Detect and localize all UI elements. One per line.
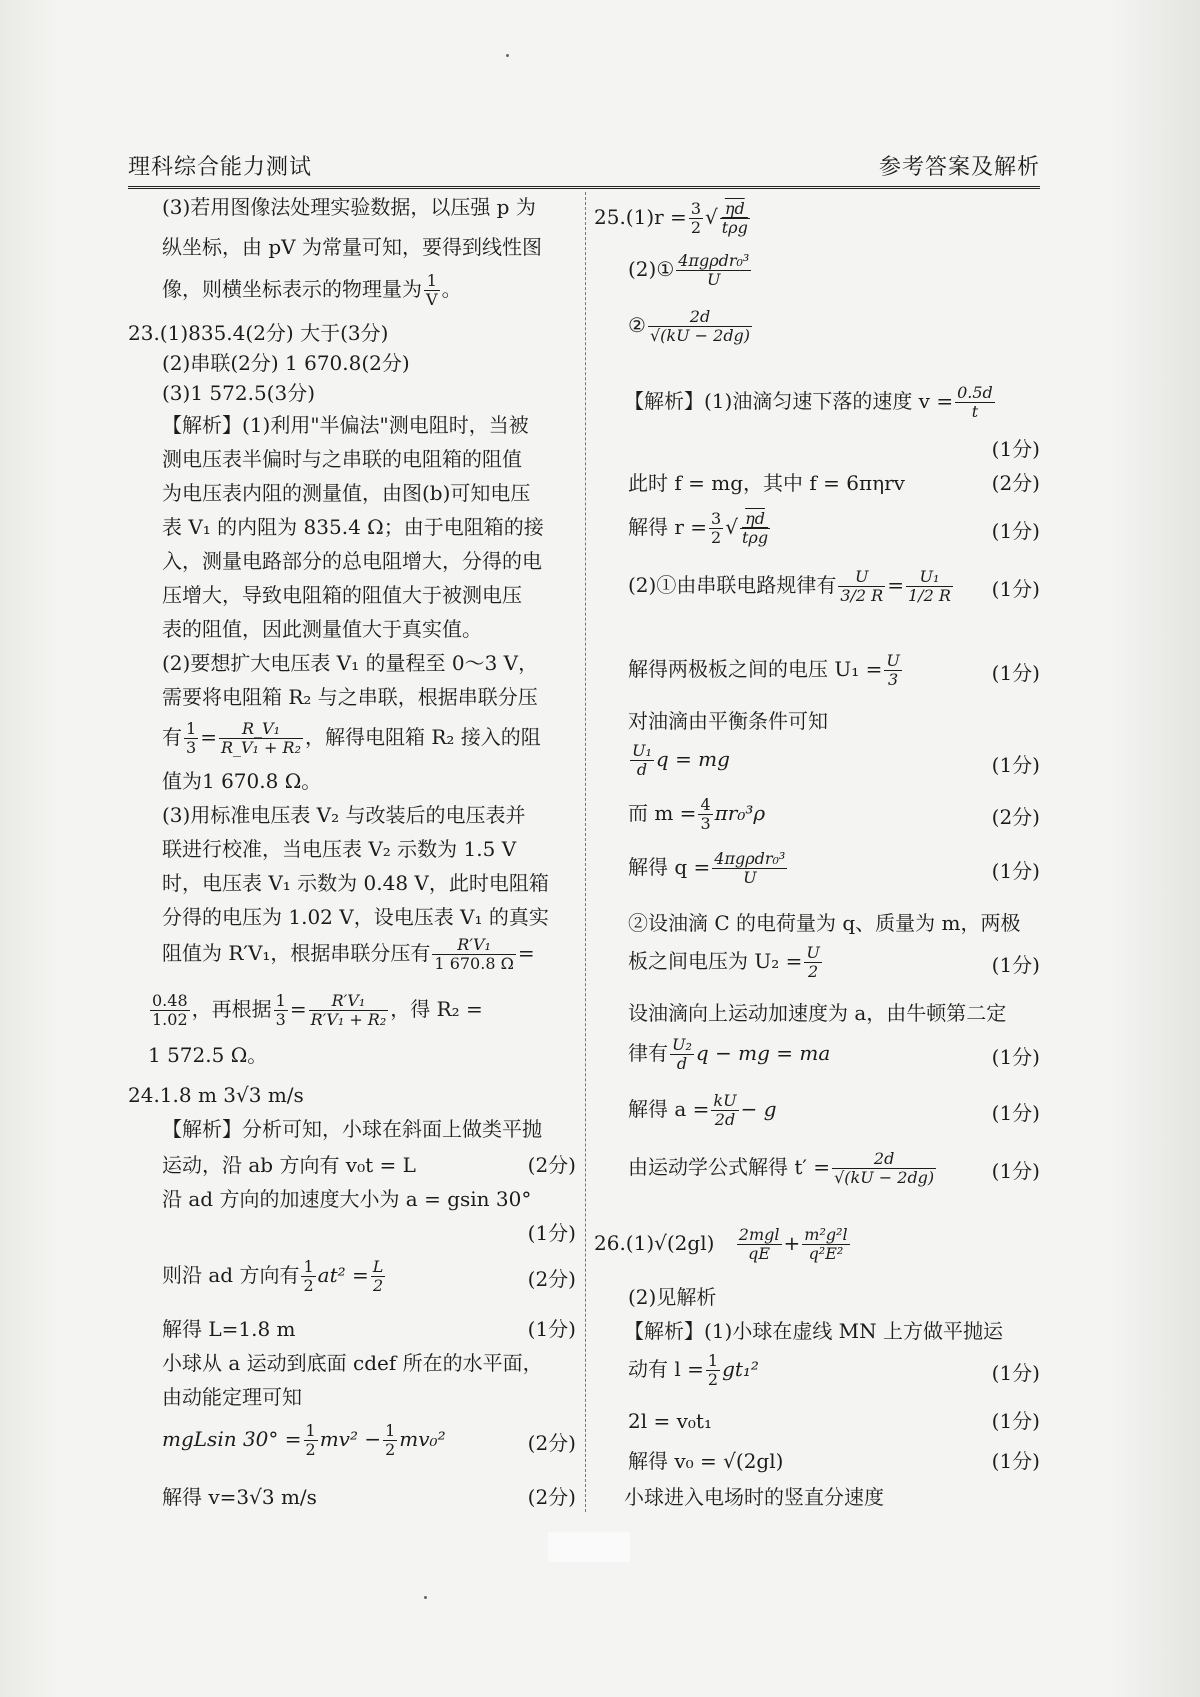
text-span: ② <box>628 313 646 337</box>
frac-den: √(kU − 2dg) <box>649 326 751 345</box>
text-span: (2)① <box>628 257 675 281</box>
score: (1分) <box>991 519 1040 543</box>
fraction <box>304 1422 318 1459</box>
analysis-line: 解得 L=1.8 m <box>162 1317 296 1341</box>
frac-den: 3 <box>186 738 197 757</box>
fraction <box>219 720 303 757</box>
answer-23-3: (3)1 572.5(3分) <box>162 381 315 405</box>
frac-den: 1 670.8 Ω <box>434 954 514 973</box>
frac-num: U₂ <box>672 1035 692 1054</box>
fraction <box>371 1258 386 1295</box>
text-span: 26.(1)√(2gl) <box>594 1231 715 1255</box>
analysis-line: 表的阻值，因此测量值大于真实值。 <box>162 617 482 641</box>
analysis-line: 【解析】分析可知，小球在斜面上做类平抛 <box>162 1117 542 1141</box>
text-span: q − mg = ma <box>695 1041 831 1065</box>
score: (1分) <box>991 1159 1040 1183</box>
frac-den: tρg <box>721 218 748 237</box>
fraction <box>802 1226 849 1263</box>
frac-num: U₁ <box>906 568 953 587</box>
frac-num: 3 <box>690 199 701 218</box>
answer-25-3 <box>628 308 754 345</box>
frac-num: 2d <box>832 1150 936 1169</box>
frac-num: R′V₁ <box>432 936 515 955</box>
fraction <box>698 796 712 833</box>
frac-num: U <box>806 943 820 962</box>
analysis-line <box>628 1036 830 1073</box>
frac-num: L <box>372 1257 384 1276</box>
frac-den: q²E² <box>808 1244 844 1263</box>
column-divider <box>585 192 586 1512</box>
frac-den: tρg <box>741 528 769 547</box>
text-span: 板之间电压为 U₂ = <box>628 949 803 973</box>
frac-den: 2 <box>303 1276 314 1295</box>
analysis-line <box>628 1092 777 1129</box>
analysis-line: 设油滴向上运动加速度为 a，由牛顿第二定 <box>628 1001 1007 1025</box>
analysis-line: 为电压表内阻的测量值，由图(b)可知电压 <box>162 481 531 505</box>
frac-den: d <box>676 1054 688 1073</box>
analysis-line: (2)要想扩大电压表 V₁ 的量程至 0～3 V， <box>162 651 539 675</box>
score: (1分) <box>991 577 1040 601</box>
analysis-line: ②设油滴 C 的电荷量为 q、质量为 m，两极 <box>628 911 1021 935</box>
frac-den: 1.02 <box>152 1010 188 1029</box>
analysis-line <box>628 742 730 779</box>
analysis-line: 解得 v=3√3 m/s <box>162 1485 317 1509</box>
frac-num: R_V₁ <box>219 720 303 739</box>
fraction <box>432 936 515 973</box>
text-span: 【解析】(1)油滴匀速下落的速度 v = <box>624 389 954 413</box>
analysis-line: 此时 f = mg，其中 f = 6πηrv <box>628 471 905 495</box>
fraction <box>274 992 288 1029</box>
fraction <box>301 1258 315 1295</box>
text-span: 25.(1)r = <box>594 205 687 229</box>
analysis-line: 解得 v₀ = √(2gl) <box>628 1449 784 1473</box>
analysis-line: 运动，沿 ab 方向有 v₀t = L <box>162 1153 416 1177</box>
fraction <box>630 742 654 779</box>
fraction <box>184 720 198 757</box>
text-span: = <box>200 725 217 749</box>
frac-den: 2d <box>714 1110 736 1129</box>
score: (1分) <box>991 661 1040 685</box>
frac-den: 3/2 R <box>840 586 884 605</box>
analysis-line <box>162 1422 446 1459</box>
analysis-line: 【解析】(1)利用"半偏法"测电阻时，当被 <box>162 413 529 437</box>
frac-den: U <box>743 868 757 887</box>
fraction <box>884 652 901 689</box>
text-line: (3)若用图像法处理实验数据，以压强 p 为 <box>162 195 536 219</box>
frac-num: 1 <box>275 991 286 1010</box>
frac-num: U₁ <box>632 741 652 760</box>
frac-num: U <box>838 568 885 587</box>
frac-den: R_V₁ + R₂ <box>220 738 302 757</box>
score: (1分) <box>527 1317 576 1341</box>
frac-num: m²g²l <box>804 1225 848 1244</box>
analysis-line: 对油滴由平衡条件可知 <box>628 709 828 733</box>
radical-fraction <box>720 200 750 237</box>
text-span: 。 <box>441 277 462 301</box>
text-span: 律有 <box>628 1041 668 1065</box>
frac-den: qE <box>748 1244 771 1263</box>
frac-num: 1 <box>186 719 197 738</box>
analysis-line: 值为1 670.8 Ω。 <box>162 769 322 793</box>
frac-num: 4πgρdr₀³ <box>678 251 750 270</box>
text-span: = <box>289 997 307 1021</box>
score: (1分) <box>991 437 1040 461</box>
frac-num: 4πgρdr₀³ <box>714 849 786 868</box>
analysis-line <box>628 944 824 981</box>
text-span: 阻值为 R′V₁，根据串联分压有 <box>162 941 431 965</box>
frac-num: ηd <box>740 510 770 529</box>
text-span: 有 <box>162 725 182 749</box>
frac-num: 3 <box>711 509 722 528</box>
analysis-line <box>628 850 789 887</box>
frac-den: √(kU − 2dg) <box>834 1168 935 1187</box>
frac-den: 2 <box>707 1370 719 1389</box>
answer-23-2: (2)串联(2分) 1 670.8(2分) <box>162 351 410 375</box>
answer-26-1 <box>594 1226 852 1263</box>
analysis-line: 1 572.5 Ω。 <box>148 1043 268 1067</box>
frac-num: 4 <box>700 795 711 814</box>
frac-den: 3 <box>888 670 899 689</box>
fraction <box>709 510 723 547</box>
fraction <box>706 1352 720 1389</box>
frac-num: 0.48 <box>152 991 188 1010</box>
frac-den: 3 <box>275 1010 286 1029</box>
frac-num: 1 <box>707 1351 719 1370</box>
frac-num: 1 <box>424 272 440 291</box>
score: (2分) <box>991 471 1040 495</box>
analysis-line: 联进行校准，当电压表 V₂ 示数为 1.5 V <box>162 837 517 861</box>
frac-den: 2 <box>711 528 722 547</box>
score: (1分) <box>991 953 1040 977</box>
fraction <box>712 850 787 887</box>
text-span: 解得 q = <box>628 855 711 879</box>
analysis-line: 小球从 a 运动到底面 cdef 所在的水平面， <box>162 1351 543 1375</box>
score: (1分) <box>991 1361 1040 1385</box>
analysis-line: 入，测量电路部分的总电阻增大，分得的电 <box>162 549 542 573</box>
text-span: 由运动学公式解得 t′ = <box>628 1155 831 1179</box>
frac-den: 2 <box>305 1440 316 1459</box>
fraction <box>676 252 751 289</box>
text-span: mv² − <box>319 1427 382 1451</box>
scan-smudge <box>548 1532 630 1562</box>
score: (1分) <box>991 1409 1040 1433</box>
frac-den: d <box>636 760 648 779</box>
frac-num: kU <box>713 1091 737 1110</box>
fraction <box>670 1036 694 1073</box>
fraction <box>309 992 389 1029</box>
score: (1分) <box>991 1045 1040 1069</box>
score: (2分) <box>527 1267 576 1291</box>
analysis-line: 压增大，导致电阻箱的阻值大于被测电压 <box>162 583 522 607</box>
analysis-line <box>162 936 535 973</box>
page-header <box>128 146 1040 189</box>
frac-den: R′V₁ + R₂ <box>310 1010 387 1029</box>
analysis-line: 解得 r = $\frac{3}{2}$ √ $\frac{\eta d}{\text{tρg}}$ <box>628 509 769 547</box>
analysis-line <box>162 720 541 757</box>
analysis-line: 时，电压表 V₁ 示数为 0.48 V，此时电阻箱 <box>162 871 549 895</box>
text-span: = <box>887 573 904 597</box>
fraction <box>832 1150 936 1187</box>
header-section: 参考答案及解析 <box>878 155 1040 180</box>
analysis-line: 测电压表半偏时与之串联的电阻箱的阻值 <box>162 447 522 471</box>
scan-dot <box>424 1596 427 1599</box>
text-span: ，再根据 <box>191 997 272 1021</box>
text-span: ，解得电阻箱 R₂ 接入的阻 <box>305 725 541 749</box>
answer-23-1: 23.(1)835.4(2分) 大于(3分) <box>128 321 389 345</box>
fraction <box>804 944 821 981</box>
analysis-line: (3)用标准电压表 V₂ 与改装后的电压表并 <box>162 803 526 827</box>
text-span: = <box>517 941 535 965</box>
fraction <box>906 568 953 605</box>
fraction <box>689 200 703 237</box>
text-span: (2)①由串联电路规律有 <box>628 573 837 597</box>
answer-25-2 <box>628 252 753 289</box>
analysis-line <box>628 796 765 833</box>
frac-num: ηd <box>720 200 750 219</box>
fraction <box>838 568 885 605</box>
score: (2分) <box>991 805 1040 829</box>
frac-num: R′V₁ <box>309 992 389 1011</box>
analysis-line: 2l = v₀t₁ <box>628 1409 712 1433</box>
score: (2分) <box>527 1431 576 1455</box>
frac-num: 1 <box>305 1421 316 1440</box>
score: (1分) <box>991 859 1040 883</box>
text-span: 像，则横坐标表示的物理量为 <box>162 277 422 301</box>
frac-den: 2 <box>690 218 701 237</box>
text-span: πr₀³ρ <box>714 801 766 825</box>
analysis-line <box>628 1352 759 1389</box>
frac-den: t <box>971 402 979 421</box>
text-span: − g <box>740 1097 777 1121</box>
frac-num: U <box>886 651 900 670</box>
frac-den: 2 <box>808 962 819 981</box>
frac-den: V <box>426 290 438 309</box>
fraction <box>648 308 752 345</box>
text-span: ，得 R₂ = <box>390 997 483 1021</box>
analysis-line <box>628 652 904 689</box>
analysis-line <box>162 1258 387 1295</box>
radical-fraction <box>740 510 770 547</box>
analysis-line <box>628 568 955 605</box>
score: (1分) <box>991 1101 1040 1125</box>
frac-den: U <box>707 270 721 289</box>
fraction <box>383 1422 397 1459</box>
frac-num: 0.5d <box>957 383 993 402</box>
frac-num: 2d <box>648 308 752 327</box>
analysis-line: 小球进入电场时的竖直分速度 <box>624 1485 884 1509</box>
text-span: 解得两极板之间的电压 U₁ = <box>628 657 883 681</box>
fraction <box>955 384 995 421</box>
frac-den: 2 <box>372 1276 384 1295</box>
text-span: mv₀² <box>399 1427 446 1451</box>
score: (2分) <box>527 1153 576 1177</box>
frac-num: 2mgl <box>738 1225 780 1244</box>
fraction <box>424 272 440 309</box>
text-span: 则沿 ad 方向有 <box>162 1263 300 1287</box>
analysis-line <box>628 1150 938 1187</box>
analysis-line <box>148 992 483 1029</box>
analysis-line <box>624 384 997 421</box>
analysis-line: 【解析】(1)小球在虚线 MN 上方做平抛运 <box>624 1319 1004 1343</box>
scan-dot <box>506 54 509 57</box>
frac-den: 2 <box>385 1440 396 1459</box>
analysis-line: 表 V₁ 的内阻为 835.4 Ω；由于电阻箱的接 <box>162 515 544 539</box>
header-title: 理科综合能力测试 <box>128 155 313 180</box>
answer-26-2: (2)见解析 <box>628 1285 717 1309</box>
answer-24: 24.1.8 m 3√3 m/s <box>128 1083 304 1107</box>
frac-den: 1/2 R <box>908 586 951 605</box>
analysis-line: 分得的电压为 1.02 V，设电压表 V₁ 的真实 <box>162 905 549 929</box>
text-span: gt₁² <box>722 1357 759 1381</box>
text-span: 解得 a = <box>628 1097 710 1121</box>
score: (2分) <box>527 1485 576 1509</box>
text-span: 而 m = <box>628 801 697 825</box>
analysis-line: 由动能定理可知 <box>162 1385 302 1409</box>
score: (1分) <box>991 1449 1040 1473</box>
text-span: q = mg <box>655 747 730 771</box>
text-line: 纵坐标，由 pV 为常量可知，要得到线性图 <box>162 235 542 259</box>
analysis-line: 需要将电阻箱 R₂ 与之串联，根据串联分压 <box>162 685 538 709</box>
answer-25-1: 25.(1)r = $\frac{3}{2}$ √ $\frac{\eta d}{\text{tρg}}$ <box>594 199 748 237</box>
frac-den: 3 <box>700 814 711 833</box>
fraction <box>150 992 190 1029</box>
text-span: at² = <box>317 1263 369 1287</box>
score: (1分) <box>527 1221 576 1245</box>
score: (1分) <box>991 753 1040 777</box>
fraction <box>737 1226 782 1263</box>
text-span: + <box>783 1231 801 1255</box>
fraction <box>711 1092 738 1129</box>
text-span: 动有 l = <box>628 1357 704 1381</box>
frac-num: 1 <box>385 1421 396 1440</box>
text-span: mgLsin 30° = <box>162 1427 302 1451</box>
text-line <box>162 272 462 309</box>
analysis-line: 沿 ad 方向的加速度大小为 a = gsin 30° <box>162 1187 532 1211</box>
frac-num: 1 <box>303 1257 314 1276</box>
text-span: 解得 r = <box>628 515 708 539</box>
